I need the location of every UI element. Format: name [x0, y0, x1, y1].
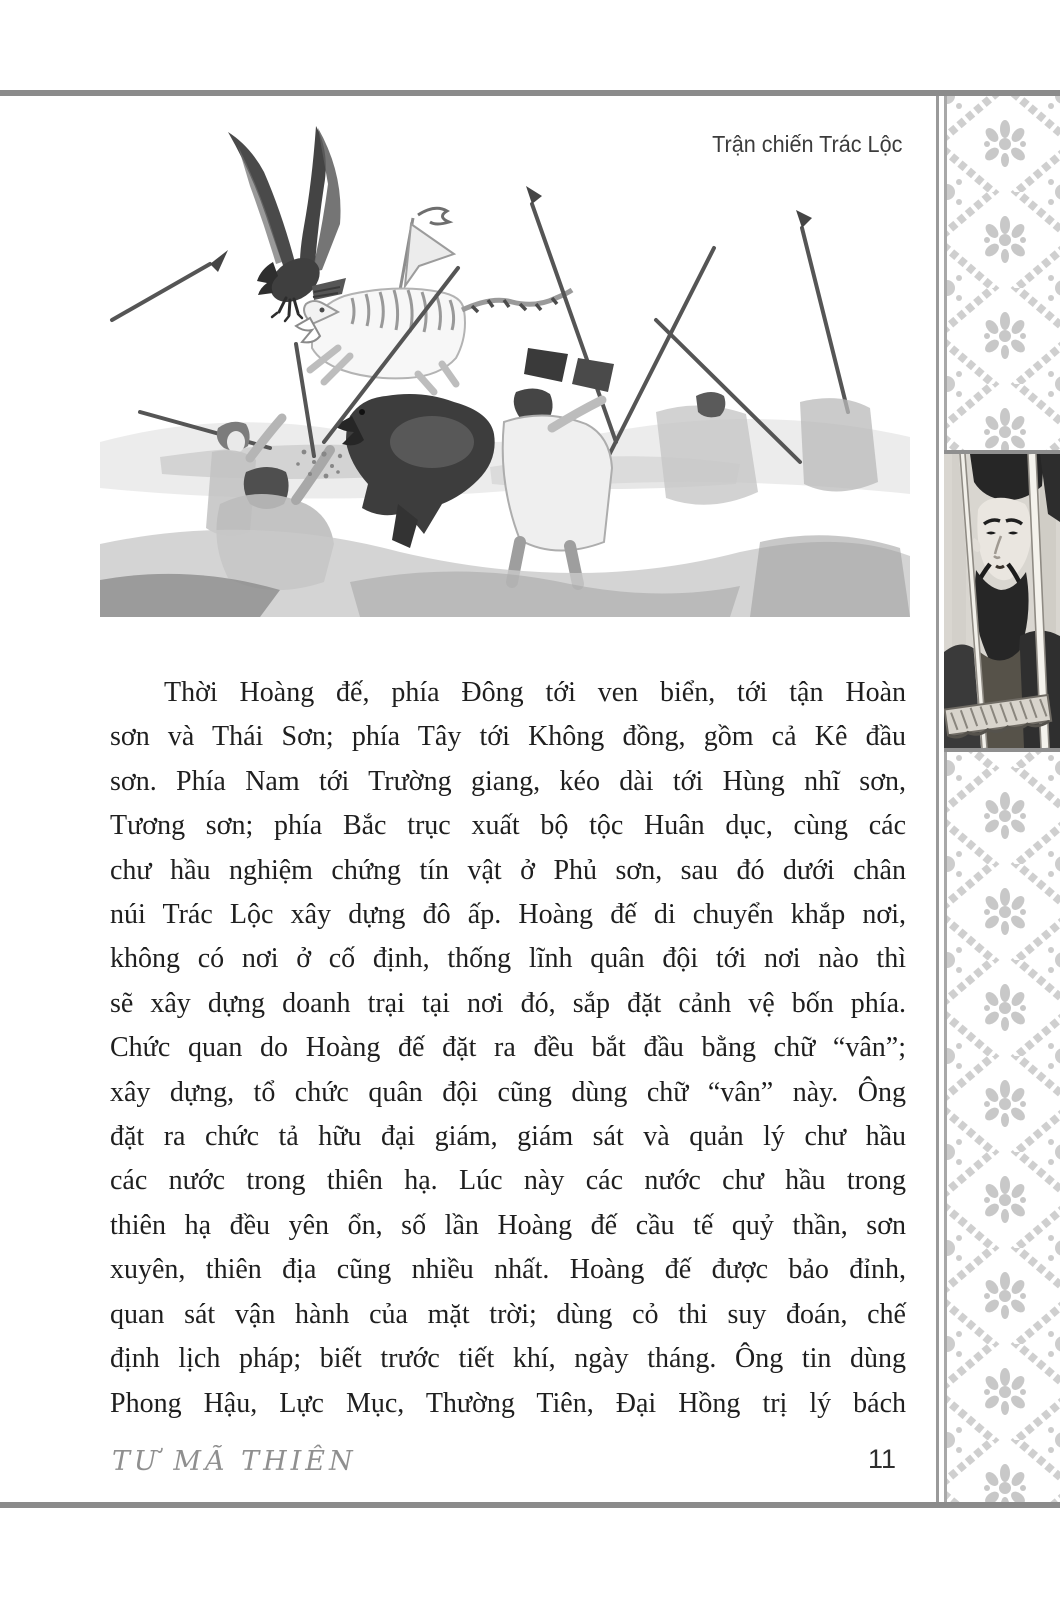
body-line: Thời Hoàng đế, phía Đông tới ven biển, tới tận Hoàn — [164, 677, 906, 708]
body-line: không có nơi ở cố định, thống lĩnh quân đội tới nơi nào thì — [110, 943, 906, 975]
body-line: xây dựng, tổ chức quân đội cũng dùng chữ “vân” này. Ông — [110, 1076, 906, 1108]
body-line: Phong Hậu, Lực Mục, Thường Tiên, Đại Hồng trị lý bách — [110, 1387, 906, 1419]
damask-pattern — [944, 96, 1060, 1502]
body-line: thiên hạ đều yên ổn, số lần Hoàng đế cầu tế quỷ thần, sơn — [110, 1209, 906, 1241]
body-line: sẽ xây dựng doanh trại tại nơi đó, sắp đặt cảnh vệ bốn phía. — [110, 987, 906, 1019]
eagle-figure — [228, 126, 346, 321]
axe-head-2 — [572, 358, 614, 392]
body-line: sơn và Thái Sơn; phía Tây tới Không đồng, gồm cả Kê đầu — [110, 721, 906, 753]
body-line: xuyên, thiên địa cũng nhiều nhất. Hoàng đế được bảo đỉnh, — [110, 1254, 906, 1286]
decorative-sidebar — [936, 96, 1060, 1502]
axe-head — [524, 348, 568, 382]
body-line: quan sát vận hành của mặt trời; dùng cỏ thi suy đoán, chế — [110, 1298, 906, 1330]
body-line: Tương sơn; phía Bắc trục xuất bộ tộc Huân dục, cùng các — [110, 810, 906, 842]
battle-illustration — [100, 112, 910, 617]
battle-illustration-art — [100, 112, 910, 617]
body-paragraph — [110, 671, 906, 1426]
body-line: sơn. Phía Nam tới Trường giang, kéo dài tới Hùng nhĩ sơn, — [110, 765, 906, 797]
footer-book-title: TƯ MÃ THIÊN — [112, 1446, 357, 1477]
sidebar-divider-rule — [936, 96, 939, 1502]
top-rule — [0, 90, 1060, 96]
body-line: định lịch pháp; biết trước tiết khí, ngày tháng. Ông tin dùng — [110, 1343, 906, 1375]
bottom-rule — [0, 1502, 1060, 1508]
emperor-portrait-image — [944, 450, 1060, 752]
page-number: 11 — [867, 1444, 896, 1474]
tiger-figure — [296, 288, 572, 392]
illustration-caption: Trận chiến Trác Lộc — [711, 131, 902, 157]
warrior-right — [503, 388, 612, 584]
body-line: Chức quan do Hoàng đế đặt ra đều bắt đầu bằng chữ “vân”; — [110, 1032, 906, 1064]
body-line: đặt ra chức tả hữu đại giám, giám sát và quản lý chư hầu — [110, 1121, 906, 1153]
body-line: núi Trác Lộc xây dựng đô ấp. Hoàng đế di chuyển khắp nơi, — [110, 899, 906, 931]
body-line: các nước trong thiên hạ. Lúc này các nước chư hầu trong — [110, 1165, 906, 1197]
body-line: chư hầu nghiệm chứng tín vật ở Phủ sơn, sau đó dưới chân — [110, 854, 906, 886]
bear-figure — [334, 394, 495, 548]
